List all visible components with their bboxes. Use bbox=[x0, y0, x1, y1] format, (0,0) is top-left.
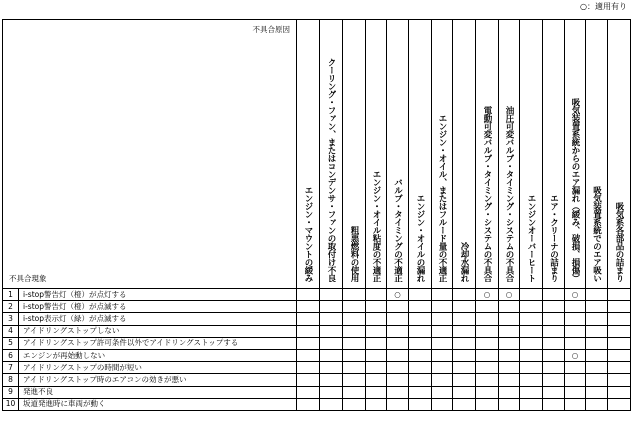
match-cell bbox=[320, 386, 343, 398]
symptom-text: i-stop警告灯（橙）が点灯する bbox=[19, 289, 297, 301]
match-cell bbox=[608, 362, 631, 374]
match-cell bbox=[476, 349, 499, 361]
match-cell bbox=[565, 374, 586, 386]
cause-label: エンジン・オイルの漏れ bbox=[415, 194, 425, 282]
cause-label: 吸気系各部品の詰まり bbox=[614, 202, 624, 282]
match-cell bbox=[409, 386, 432, 398]
match-cell bbox=[297, 289, 320, 301]
symptom-text: 発進不良 bbox=[19, 386, 297, 398]
row-number: 5 bbox=[3, 337, 19, 349]
match-cell bbox=[432, 289, 453, 301]
match-cell bbox=[543, 386, 565, 398]
match-cell bbox=[543, 289, 565, 301]
match-cell bbox=[453, 386, 476, 398]
match-cell bbox=[476, 374, 499, 386]
cause-header-6 bbox=[409, 20, 432, 289]
match-cell bbox=[499, 313, 520, 325]
match-cell bbox=[543, 313, 565, 325]
match-cell bbox=[320, 398, 343, 410]
cause-label: エンジンオーバーヒート bbox=[526, 194, 536, 282]
symptom-row bbox=[3, 374, 631, 386]
match-cell bbox=[586, 313, 608, 325]
match-cell bbox=[499, 325, 520, 337]
cause-label: エア・クリーナの詰まり bbox=[548, 194, 559, 282]
match-cell bbox=[432, 386, 453, 398]
match-cell bbox=[366, 337, 387, 349]
match-cell bbox=[565, 313, 586, 325]
match-cell: ○ bbox=[565, 289, 586, 301]
match-cell bbox=[343, 398, 366, 410]
match-cell bbox=[343, 362, 366, 374]
match-cell bbox=[565, 301, 586, 313]
match-cell bbox=[409, 362, 432, 374]
match-cell bbox=[520, 325, 543, 337]
symptom-text: アイドリングストップ許可条件以外でアイドリングストップする bbox=[19, 337, 297, 349]
match-cell bbox=[320, 325, 343, 337]
symptom-text: i-stop警告灯（橙）が点滅する bbox=[19, 301, 297, 313]
troubleshooting-matrix bbox=[2, 19, 631, 411]
symptom-text: アイドリングストップの時間が短い bbox=[19, 362, 297, 374]
match-cell bbox=[586, 374, 608, 386]
match-cell bbox=[499, 386, 520, 398]
match-cell bbox=[432, 362, 453, 374]
cause-label: 吸気装置系統からのエア漏れ（緩み、破損、損傷） bbox=[570, 98, 580, 282]
match-cell bbox=[343, 325, 366, 337]
match-cell bbox=[608, 374, 631, 386]
match-cell bbox=[608, 325, 631, 337]
cause-label: エンジン・マウントの緩み bbox=[303, 186, 313, 282]
match-cell bbox=[409, 289, 432, 301]
symptom-row bbox=[3, 289, 631, 301]
match-cell bbox=[520, 313, 543, 325]
match-cell bbox=[543, 325, 565, 337]
match-cell bbox=[499, 301, 520, 313]
cause-header-11 bbox=[520, 20, 543, 289]
match-cell bbox=[343, 386, 366, 398]
cause-label: バルブ・タイミングの不適正 bbox=[392, 178, 403, 282]
row-number: 9 bbox=[3, 386, 19, 398]
match-cell bbox=[409, 301, 432, 313]
symptom-row bbox=[3, 337, 631, 349]
match-cell bbox=[608, 313, 631, 325]
cause-header-10 bbox=[499, 20, 520, 289]
symptom-row bbox=[3, 325, 631, 337]
match-cell bbox=[320, 301, 343, 313]
cause-header-12 bbox=[543, 20, 565, 289]
match-cell bbox=[297, 349, 320, 361]
match-cell bbox=[520, 349, 543, 361]
symptom-text: アイドリングストップ時のエアコンの効きが悪い bbox=[19, 374, 297, 386]
row-number: 4 bbox=[3, 325, 19, 337]
match-cell bbox=[499, 398, 520, 410]
match-cell bbox=[565, 398, 586, 410]
match-cell bbox=[565, 362, 586, 374]
match-cell bbox=[366, 398, 387, 410]
match-cell bbox=[453, 374, 476, 386]
symptom-row bbox=[3, 362, 631, 374]
legend: ○：適用有り bbox=[580, 2, 627, 11]
match-cell bbox=[432, 313, 453, 325]
match-cell bbox=[476, 325, 499, 337]
match-cell bbox=[520, 301, 543, 313]
match-cell bbox=[320, 313, 343, 325]
symptom-text: 坂道発進時に車両が動く bbox=[19, 398, 297, 410]
match-cell bbox=[586, 386, 608, 398]
match-cell bbox=[320, 374, 343, 386]
match-cell bbox=[608, 289, 631, 301]
match-cell bbox=[586, 325, 608, 337]
cause-header-9 bbox=[476, 20, 499, 289]
match-cell bbox=[543, 362, 565, 374]
match-cell bbox=[586, 337, 608, 349]
symptom-text: エンジンが再始動しない bbox=[19, 349, 297, 361]
symptom-text: アイドリングストップしない bbox=[19, 325, 297, 337]
match-cell bbox=[432, 301, 453, 313]
cause-label: 粗悪燃料の使用 bbox=[349, 226, 359, 282]
match-cell bbox=[543, 374, 565, 386]
match-cell bbox=[586, 301, 608, 313]
match-cell bbox=[543, 301, 565, 313]
cause-label: クーリング・ファン、またはコンデンサ・ファンの取付け不良 bbox=[326, 58, 336, 282]
match-cell bbox=[320, 362, 343, 374]
match-cell bbox=[608, 386, 631, 398]
match-cell bbox=[543, 337, 565, 349]
cause-label: 電動可変バルブ・タイミング・システムの不具合 bbox=[482, 106, 492, 282]
match-cell bbox=[520, 362, 543, 374]
match-cell bbox=[432, 349, 453, 361]
match-cell bbox=[520, 374, 543, 386]
match-cell bbox=[387, 362, 409, 374]
match-cell bbox=[586, 398, 608, 410]
cause-label: 油圧可変バルブ・タイミング・システムの不具合 bbox=[504, 106, 514, 282]
match-cell bbox=[608, 349, 631, 361]
match-cell bbox=[366, 313, 387, 325]
match-cell bbox=[499, 337, 520, 349]
match-cell bbox=[366, 289, 387, 301]
match-cell: ○ bbox=[476, 289, 499, 301]
cause-label: エンジン・オイル、またはフルード量の不適正 bbox=[437, 114, 447, 282]
match-cell bbox=[453, 398, 476, 410]
match-cell bbox=[297, 374, 320, 386]
cause-header-8 bbox=[453, 20, 476, 289]
symptom-row bbox=[3, 313, 631, 325]
match-cell bbox=[453, 289, 476, 301]
match-cell bbox=[432, 374, 453, 386]
match-cell bbox=[297, 362, 320, 374]
match-cell bbox=[343, 337, 366, 349]
match-cell bbox=[297, 386, 320, 398]
cause-header-3 bbox=[343, 20, 366, 289]
row-number: 10 bbox=[3, 398, 19, 410]
match-cell bbox=[520, 289, 543, 301]
match-cell bbox=[343, 374, 366, 386]
match-cell bbox=[565, 325, 586, 337]
match-cell bbox=[409, 349, 432, 361]
match-cell bbox=[297, 398, 320, 410]
match-cell bbox=[297, 337, 320, 349]
match-cell bbox=[499, 349, 520, 361]
match-cell bbox=[387, 301, 409, 313]
match-cell bbox=[608, 398, 631, 410]
symptom-row bbox=[3, 301, 631, 313]
match-cell bbox=[366, 362, 387, 374]
match-cell bbox=[387, 313, 409, 325]
match-cell bbox=[366, 349, 387, 361]
match-cell bbox=[520, 386, 543, 398]
match-cell bbox=[543, 349, 565, 361]
match-cell bbox=[476, 362, 499, 374]
cause-label: エンジン・オイル粘度の不適正 bbox=[371, 170, 381, 282]
match-cell bbox=[586, 362, 608, 374]
match-cell bbox=[608, 301, 631, 313]
match-cell bbox=[387, 374, 409, 386]
cause-header-2 bbox=[320, 20, 343, 289]
match-cell bbox=[409, 337, 432, 349]
match-cell bbox=[476, 398, 499, 410]
cause-header-13 bbox=[565, 20, 586, 289]
match-cell bbox=[297, 325, 320, 337]
match-cell bbox=[499, 374, 520, 386]
match-cell bbox=[387, 349, 409, 361]
header-row bbox=[3, 20, 631, 289]
match-cell bbox=[320, 337, 343, 349]
cause-header-label: 不具合原因 bbox=[252, 25, 290, 34]
row-number: 7 bbox=[3, 362, 19, 374]
symptom-row bbox=[3, 386, 631, 398]
row-number: 3 bbox=[3, 313, 19, 325]
row-number: 6 bbox=[3, 349, 19, 361]
match-cell bbox=[343, 313, 366, 325]
match-cell bbox=[565, 337, 586, 349]
match-cell bbox=[432, 337, 453, 349]
match-cell bbox=[297, 313, 320, 325]
match-cell: ○ bbox=[499, 289, 520, 301]
match-cell bbox=[387, 398, 409, 410]
match-cell bbox=[476, 386, 499, 398]
match-cell bbox=[453, 313, 476, 325]
match-cell bbox=[586, 349, 608, 361]
match-cell bbox=[520, 337, 543, 349]
match-cell bbox=[343, 301, 366, 313]
match-cell bbox=[366, 325, 387, 337]
match-cell bbox=[387, 386, 409, 398]
match-cell bbox=[432, 398, 453, 410]
match-cell bbox=[343, 349, 366, 361]
corner-header-cell bbox=[3, 20, 297, 289]
match-cell bbox=[476, 313, 499, 325]
cause-header-15 bbox=[608, 20, 631, 289]
match-cell bbox=[320, 349, 343, 361]
match-cell bbox=[453, 325, 476, 337]
cause-header-4 bbox=[366, 20, 387, 289]
match-cell bbox=[543, 398, 565, 410]
matrix-body bbox=[3, 289, 631, 411]
match-cell bbox=[432, 325, 453, 337]
cause-header-1 bbox=[297, 20, 320, 289]
symptom-row bbox=[3, 349, 631, 361]
row-number: 8 bbox=[3, 374, 19, 386]
match-cell bbox=[366, 374, 387, 386]
row-number: 1 bbox=[3, 289, 19, 301]
cause-label: 冷却水漏れ bbox=[459, 242, 469, 282]
match-cell bbox=[453, 337, 476, 349]
match-cell bbox=[565, 386, 586, 398]
match-cell bbox=[387, 337, 409, 349]
match-cell bbox=[409, 374, 432, 386]
match-cell bbox=[409, 325, 432, 337]
match-cell bbox=[520, 398, 543, 410]
row-number: 2 bbox=[3, 301, 19, 313]
match-cell bbox=[499, 362, 520, 374]
cause-header-14 bbox=[586, 20, 608, 289]
match-cell bbox=[476, 301, 499, 313]
match-cell: ○ bbox=[387, 289, 409, 301]
match-cell bbox=[320, 289, 343, 301]
match-cell bbox=[586, 289, 608, 301]
symptom-text: i-stop表示灯（緑）が点滅する bbox=[19, 313, 297, 325]
symptom-header-label: 不具合現象 bbox=[9, 274, 47, 283]
match-cell bbox=[453, 362, 476, 374]
match-cell bbox=[366, 301, 387, 313]
match-cell bbox=[297, 301, 320, 313]
match-cell: ○ bbox=[565, 349, 586, 361]
match-cell bbox=[409, 313, 432, 325]
cause-header-5 bbox=[387, 20, 409, 289]
match-cell bbox=[387, 325, 409, 337]
match-cell bbox=[453, 349, 476, 361]
cause-header-7 bbox=[432, 20, 453, 289]
cause-label: 吸気装置系統でのエア吸い bbox=[591, 186, 602, 282]
match-cell bbox=[409, 398, 432, 410]
match-cell bbox=[343, 289, 366, 301]
match-cell bbox=[608, 337, 631, 349]
match-cell bbox=[366, 386, 387, 398]
symptom-row bbox=[3, 398, 631, 410]
match-cell bbox=[476, 337, 499, 349]
match-cell bbox=[453, 301, 476, 313]
